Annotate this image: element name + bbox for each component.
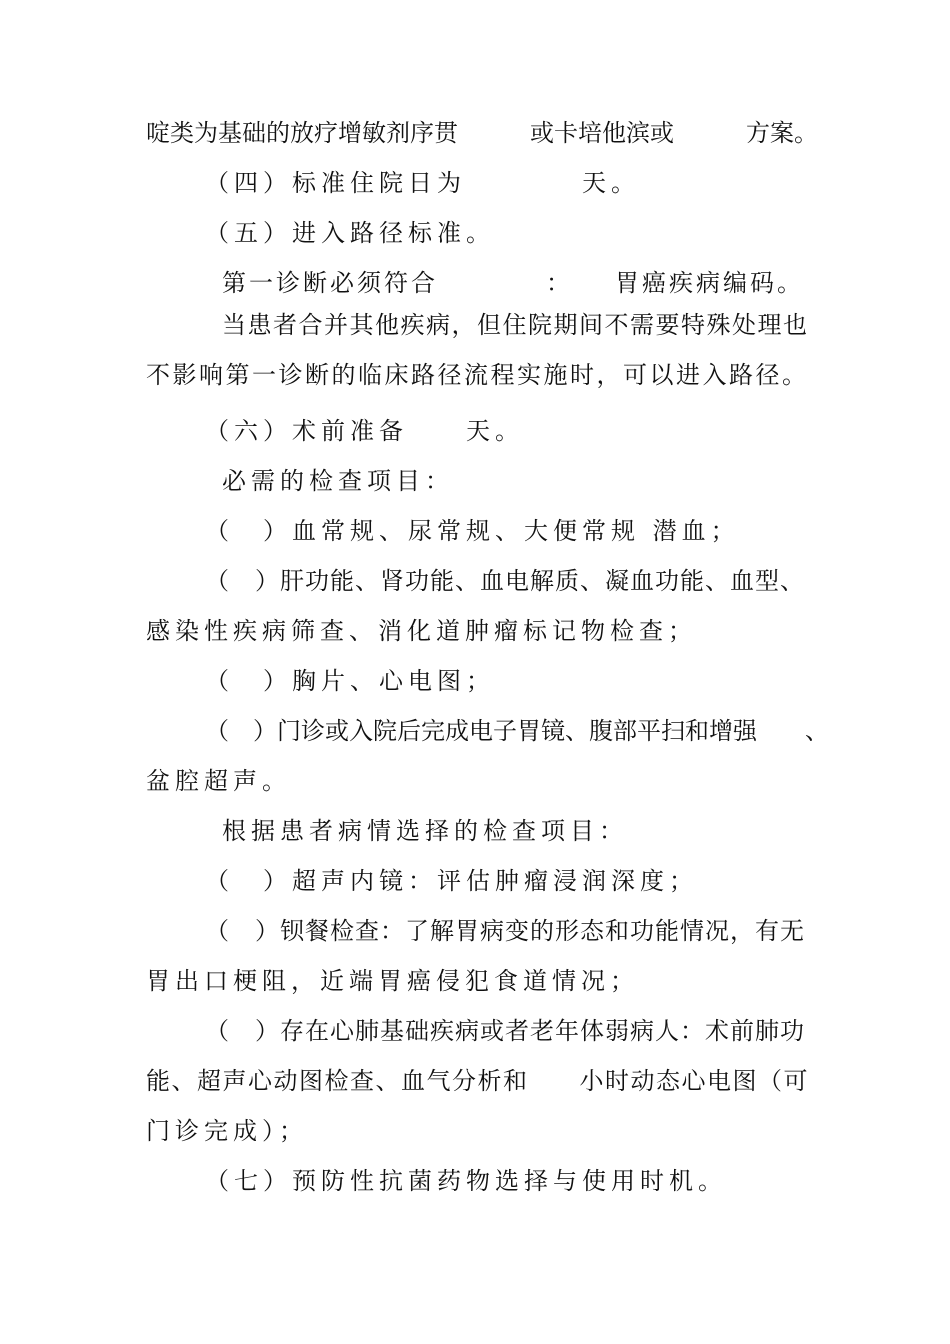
text-line: 必需的检查项目： <box>222 467 454 495</box>
list-item: （ ）血常规、尿常规、大便常规 潜血； <box>205 517 740 545</box>
text-line: 啶类为基础的放疗增敏剂序贯 或卡培他滨或 方案。 <box>146 119 818 147</box>
list-item: （ ）门诊或入院后完成电子胃镜、腹部平扫和增强 、 <box>205 717 829 745</box>
text-line: 第一诊断必须符合 ： 胃癌疾病编码。 <box>222 269 804 297</box>
section-heading: （五）进入路径标准。 <box>205 219 495 247</box>
text-line: 感染性疾病筛查、消化道肿瘤标记物检查； <box>146 617 697 645</box>
text-line: 门诊完成）； <box>146 1117 308 1145</box>
list-item: （ ）存在心肺基础疾病或者老年体弱病人：术前肺功 <box>205 1017 805 1045</box>
text-line: 胃出口梗阻，近端胃癌侵犯食道情况； <box>146 967 639 995</box>
list-item: （ ）肝功能、肾功能、血电解质、凝血功能、血型、 <box>205 567 805 595</box>
text-line: 盆腔超声。 <box>146 767 291 795</box>
text-line: 当患者合并其他疾病，但住院期间不需要特殊处理也 <box>222 311 809 339</box>
list-item: （ ）胸片、心电图； <box>205 667 495 695</box>
section-heading: （四）标准住院日为 天。 <box>205 169 640 197</box>
text-line: 不影响第一诊断的临床路径流程实施时，可以进入路径。 <box>146 361 809 389</box>
section-heading: （七）预防性抗菌药物选择与使用时机。 <box>205 1167 727 1195</box>
list-item: （ ）超声内镜：评估肿瘤浸润深度； <box>205 867 698 895</box>
text-line: 能、超声心动图检查、血气分析和 小时动态心电图（可 <box>146 1067 809 1095</box>
section-heading: （六）术前准备 天。 <box>205 417 524 445</box>
text-line: 根据患者病情选择的检查项目： <box>222 817 628 845</box>
list-item: （ ）钡餐检查：了解胃病变的形态和功能情况，有无 <box>205 917 805 945</box>
